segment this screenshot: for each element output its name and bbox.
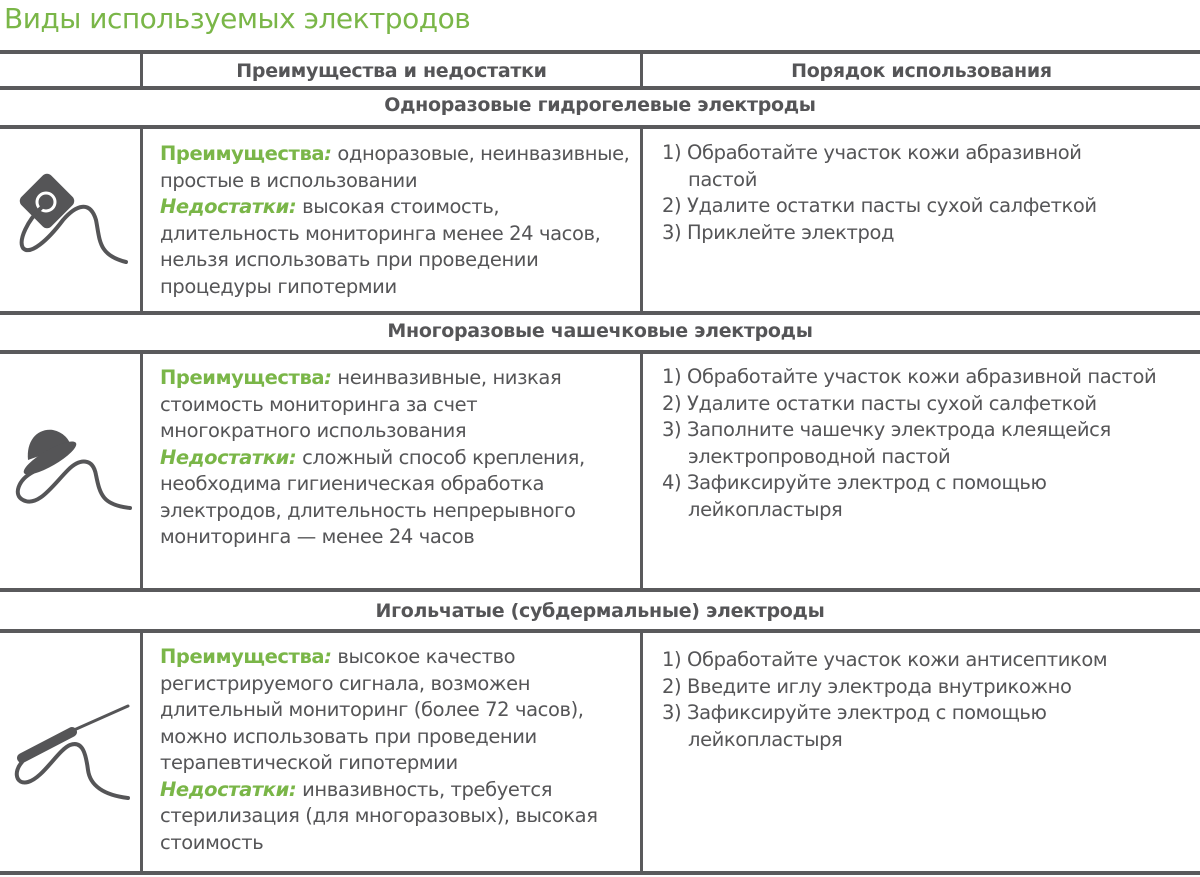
divider <box>0 350 1200 354</box>
page-title: Виды используемых электродов <box>4 2 471 35</box>
step: 1) Обработайте участок кожи абразивной пастой <box>662 365 1157 388</box>
section-title-needle: Игольчатые (субдермальные) электроды <box>375 600 825 622</box>
usage-steps <box>662 647 1142 753</box>
divider <box>0 629 1200 633</box>
header-usage: Порядок использования <box>791 60 1052 82</box>
divider <box>0 50 1200 54</box>
step: 1) Обработайте участок кожи абразивной пастой <box>662 141 1082 191</box>
step: 2) Введите иглу электрода внутрикожно <box>662 674 1072 698</box>
step: 4) Зафиксируйте электрод с помощью лейкопластыря <box>662 471 1047 521</box>
step: 3) Заполните чашечку электрода клеящейся электропроводной пастой <box>662 418 1111 468</box>
divider <box>0 588 1200 592</box>
usage-steps <box>662 364 1200 523</box>
hydrogel-electrode-icon <box>8 160 133 280</box>
needle-electrode-icon <box>8 700 133 810</box>
divider <box>0 86 1200 90</box>
divider <box>0 871 1200 875</box>
cup-electrode-icon <box>8 410 133 530</box>
step: 3) Приклейте электрод <box>662 220 895 244</box>
step: 2) Удалите остатки пасты сухой салфеткой <box>662 391 1097 415</box>
usage-steps <box>662 140 1142 246</box>
step: 2) Удалите остатки пасты сухой салфеткой <box>662 194 1097 217</box>
header-advantages: Преимущества и недостатки <box>236 60 547 82</box>
section-title-cup: Многоразовые чашечковые электроды <box>387 320 813 342</box>
section-title-hydrogel: Одноразовые гидрогелевые электроды <box>384 94 816 116</box>
advantages-cell: Преимущества: высокое качество регистрируемого сигнала, возможен длительный мониторинг (более 72 часов), можно использовать при проведении терапевтической гипотермии Недостатки: инвазивность, требуется стерилизация (для многоразовых), высокая стоимость <box>160 645 598 854</box>
divider <box>0 311 1200 315</box>
advantages-cell: Преимущества: одноразовые, неинвазивные, простые в использовании Недостатки: высокая стоимость, длительность мониторинга менее 24 часов, нельзя использовать при проведении процедуры гипотермии <box>160 142 630 298</box>
step: 3) Зафиксируйте электрод с помощью лейкопластыря <box>662 701 1047 751</box>
step: 1) Обработайте участок кожи антисептиком <box>662 648 1108 671</box>
divider <box>0 125 1200 129</box>
advantages-cell: Преимущества: неинвазивные, низкая стоимость мониторинга за счет многократного использования Недостатки: сложный способ крепления, необходима гигиеническая обработка электродов, длительность непрерывного мониторинга — менее 24 часов <box>160 366 585 548</box>
